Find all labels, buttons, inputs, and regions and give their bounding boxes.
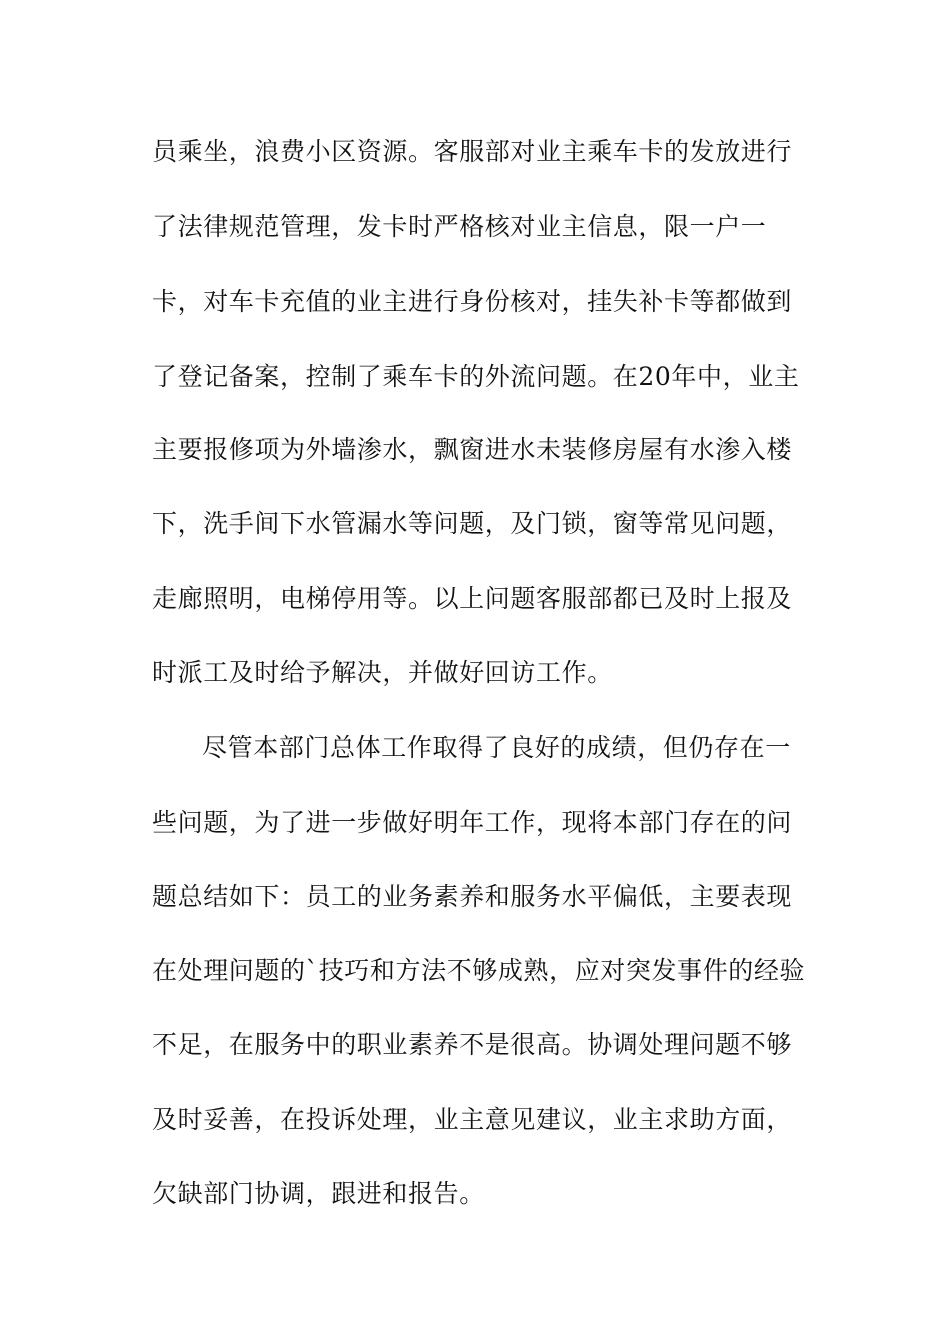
- text-line: 了法律规范管理，发卡时严格核对业主信息，限一户一: [152, 212, 767, 241]
- text-line: 不足，在服务中的职业素养不是很高。协调处理问题不够: [152, 1030, 793, 1059]
- text-line: 时派工及时给予解决，并做好回访工作。: [152, 658, 613, 687]
- text-line: 在处理问题的`技巧和方法不够成熟，应对突发事件的经验: [152, 956, 806, 985]
- text-line: 卡，对车卡充值的业主进行身份核对，挂失补卡等都做到: [152, 287, 793, 316]
- text-line: 及时妥善，在投诉处理，业主意见建议，业主求助方面，: [152, 1105, 793, 1134]
- text-line: 主要报修项为外墙渗水，飘窗进水未装修房屋有水渗入楼: [152, 435, 793, 464]
- text-line: 了登记备案，控制了乘车卡的外流问题。在20年中，业主: [152, 362, 800, 391]
- paragraph-first-line: 尽管本部门总体工作取得了良好的成绩，但仍存在一: [202, 733, 791, 762]
- text-line: 些问题，为了进一步做好明年工作，现将本部门存在的问: [152, 808, 793, 837]
- text-line: 员乘坐，浪费小区资源。客服部对业主乘车卡的发放进行: [152, 137, 793, 166]
- text-line: 下，洗手间下水管漏水等问题，及门锁，窗等常见问题，: [152, 509, 793, 538]
- text-line: 题总结如下：员工的业务素养和服务水平偏低，主要表现: [152, 882, 793, 911]
- text-line: 走廊照明，电梯停用等。以上问题客服部都已及时上报及: [152, 584, 793, 613]
- text-line: 欠缺部门协调，跟进和报告。: [152, 1179, 485, 1208]
